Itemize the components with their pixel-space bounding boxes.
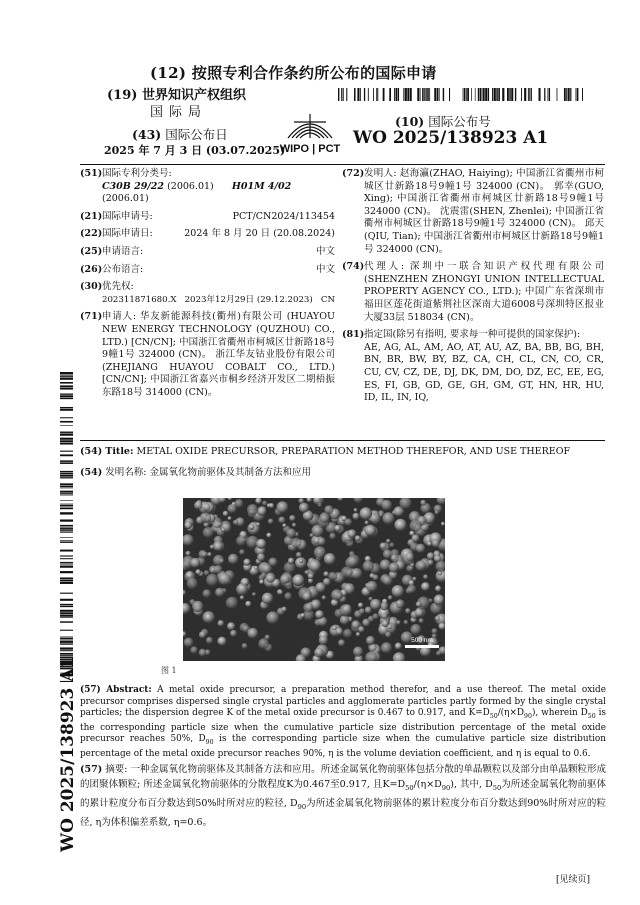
field-26-number: (26) — [80, 263, 103, 275]
application-number: PCT/CN2024/113454 — [232, 210, 335, 222]
ipc-class-1: C30B 29/22 — [102, 180, 165, 192]
field-30 — [80, 281, 335, 306]
filing-date: 2024 年 8 月 20 日 (20.08.2024) — [184, 228, 335, 240]
field-72-number: (72) — [342, 168, 365, 179]
title-english — [80, 446, 570, 457]
priority-application: 202311871680.X — [102, 294, 177, 305]
barcode-side — [60, 372, 73, 682]
publication-language: 中文 — [315, 263, 335, 275]
header-rule — [80, 164, 605, 165]
publication-number: WO 2025/138923 A1 — [353, 128, 549, 148]
field-81 — [342, 329, 604, 405]
field-25-label: 申请语言: — [102, 245, 144, 257]
field-26-label: 公布语言: — [102, 263, 144, 275]
agent: 代理人: 深圳中一联合知识产权代理有限公司 (SHENZHEN ZHONGYI UNION INTELLECTUAL PROPERTY AGENCY CO., LTD.); 中国广东省深圳市福田区莲花街道紫荆社区深南大道6008号深圳特区报业大厦33层 518034 (CN)。 — [364, 261, 604, 323]
ipc-classes — [102, 181, 335, 206]
abstract-chinese-subscript: 50 — [492, 783, 502, 792]
abstract-chinese-part: /(η×D — [413, 779, 442, 790]
priority-date: 2023年12月29日 (29.12.2023) — [184, 294, 313, 305]
field-22-number: (22) — [80, 228, 103, 240]
abstract-english-number: (57) — [80, 685, 101, 695]
abstract-english-label: Abstract: — [106, 685, 152, 695]
field-51 — [80, 168, 335, 206]
scale-bar-label: 500 nm — [411, 637, 433, 644]
field-51-number: (51) — [80, 168, 103, 179]
ipc-class-2: H01M 4/02 — [231, 180, 292, 192]
field-71 — [80, 311, 335, 399]
org-sub: 国际局 — [150, 105, 208, 120]
field-25-number: (25) — [80, 245, 103, 257]
field-51-label: 国际专利分类号: — [102, 168, 172, 179]
field-21-label: 国际申请号: — [102, 210, 153, 222]
bibliographic-left-column — [80, 168, 335, 405]
sem-micrograph-figure — [183, 498, 445, 661]
ipc-class-1-year: (2006.01) — [167, 180, 214, 192]
title-chinese-label: 发明名称: — [105, 467, 147, 478]
continued-note: [见续页] — [556, 875, 591, 885]
abstract-chinese-part: 为所述金属氧化物前驱体的累计粒度分布百分数达到90%时所对应的粒径, η为体积偏差系数, η=0.6。 — [80, 797, 606, 828]
inventors: 发明人: 赵海瀛(ZHAO, Haiying); 中国浙江省衢州市柯城区廿新路18号9幢1号 324000 (CN)。 郭幸(GUO, Xing); 中国浙江省衢州市柯城区廿新路18号9幢1号 324000 (CN)。 沈震雷(SHEN, Zhenlei); 中国浙江省衢州市柯城区廿新路18号9幢1号 324000 (CN)。 邱天(QIU, Tian); 中国浙江省衢州市柯城区廿新路18号9幢1号 324000 (CN)。 — [364, 168, 604, 255]
title-chinese — [80, 464, 311, 478]
abstract-english-subscript: 90 — [205, 738, 214, 746]
applicants: 申请人: 华友新能源科技(衢州)有限公司 (HUAYOU NEW ENERGY TECHNOLOGY (QUZHOU) CO., LTD.) [CN/CN]; 中国浙江省衢州市柯城区廿新路18号9幢1号 324000 (CN)。 浙江华友钴业股份有限公司(ZHEJIANG HUAYOU COBALT CO., LTD.) [CN/CN]; 中国浙江省嘉兴市桐乡经济开发区二期梧振东路18号 314000 (CN)。 — [102, 311, 335, 398]
title-english-label: Title: — [105, 446, 134, 457]
abstract-english-part: A metal oxide precursor, a preparation method therefor, and a use thereof. The metal oxide precursor comprises dispersed single crystal particles and agglomerate particles partly formed by the single crystal particles; the dispersion degree K of the metal oxide precursor is 0.467 to 0.917, and K=D — [80, 685, 606, 719]
bibliographic-right-column — [342, 168, 604, 410]
field-81-number: (81) — [342, 329, 365, 341]
field-30-number: (30) — [80, 281, 103, 293]
org-number: (19) — [107, 88, 138, 103]
abstract-chinese — [80, 762, 606, 830]
designated-states-intro: 指定国(除另有指明, 要求每一种可提供的国家保护): — [364, 329, 581, 341]
abstract-english-subscript: 90 — [524, 712, 532, 720]
abstract-english-part: is the corresponding particle size when the cumulative particle size distribution percentage of the metal oxide precursor reaches 50%, D — [80, 708, 606, 745]
side-publication-number: WO 2025/138923 A1 — [58, 656, 78, 852]
document-title: (12) 按照专利合作条约所公布的国际申请 — [150, 64, 437, 82]
abstract-english-subscript: 50 — [489, 712, 498, 720]
field-26 — [80, 264, 335, 277]
abstract-chinese-subscript: 90 — [441, 783, 451, 792]
figure-label: 图 1 — [161, 666, 177, 675]
ipc-class-2-year: (2006.01) — [102, 193, 149, 205]
abstract-chinese-part: ), 其中, D — [450, 779, 493, 790]
field-30-label: 优先权: — [102, 281, 134, 293]
filing-language: 中文 — [315, 245, 335, 257]
field-25 — [80, 246, 335, 259]
pubno-label-text: 国际公布号 — [428, 114, 491, 129]
wipo-logo-text: WIPO | PCT — [279, 143, 341, 155]
barcode-top — [338, 88, 583, 101]
title-chinese-number: (54) — [80, 467, 103, 478]
abstract-english-subscript: 50 — [587, 712, 596, 720]
pubdate: 2025 年 7 月 3 日 (03.07.2025) — [104, 144, 286, 157]
pubno-number: (10) — [395, 114, 425, 129]
abstract-english-part: ), wherein D — [531, 708, 588, 719]
designated-states-codes: AE, AG, AL, AM, AO, AT, AU, AZ, BA, BB, BG, BH, BN, BR, BW, BY, BZ, CA, CH, CL, CN, CO, CR, CU, CV, CZ, DE, DJ, DK, DM, DO, DZ, EC, EE, EG, ES, FI, GB, GD, GE, GH, GM, GT, HN, HR, HU, ID, IL, IN, IQ, — [364, 341, 604, 404]
abstract-english — [80, 685, 606, 760]
field-74-number: (74) — [342, 261, 365, 273]
wipo-logo — [270, 108, 350, 158]
abstract-chinese-subscript: 50 — [405, 783, 414, 792]
abstract-chinese-part: 为所述金属氧化物前驱体的累计粒度分布百分数达到50%时所对应的粒径, D — [80, 779, 606, 809]
abstract-chinese-part: 摘要: 一种金属氧化物前驱体及其制备方法和应用。所述金属氧化物前驱体包括分散的单晶颗粒以及部分由单晶颗粒形成的团聚体颗粒; 所述金属氧化物前驱体的分散程度K为0.467至0.917, 且K=D — [80, 764, 606, 790]
field-21 — [80, 211, 335, 224]
field-22 — [80, 228, 335, 241]
field-21-number: (21) — [80, 210, 103, 222]
field-22-label: 国际申请日: — [102, 228, 153, 240]
title-english-number: (54) — [80, 446, 103, 457]
field-72 — [342, 168, 604, 256]
org-name: 世界知识产权组织 — [141, 88, 246, 103]
pubdate-number: (43) — [132, 127, 162, 142]
field-71-number: (71) — [80, 311, 103, 323]
pubdate-label — [132, 125, 228, 143]
title-english-value: METAL OXIDE PRECURSOR, PREPARATION METHOD THEREFOR, AND USE THEREOF — [136, 446, 571, 457]
abstract-english-part: is the corresponding particle size when the cumulative particle size distribution percentage of the metal oxide precursor reaches 90%, η is the volume deviation coefficient, and η is equal to 0.6. — [80, 734, 606, 759]
title-chinese-value: 金属氧化物前驱体及其制备方法和应用 — [149, 467, 311, 478]
field-74 — [342, 261, 604, 324]
title-rule — [80, 440, 605, 441]
abstract-chinese-subscript: 90 — [297, 802, 307, 811]
priority-country: CN — [320, 294, 335, 305]
abstract-chinese-number: (57) — [80, 764, 103, 775]
pubdate-label-text: 国际公布日 — [165, 127, 228, 142]
abstract-english-part: /(η×D — [497, 708, 525, 719]
